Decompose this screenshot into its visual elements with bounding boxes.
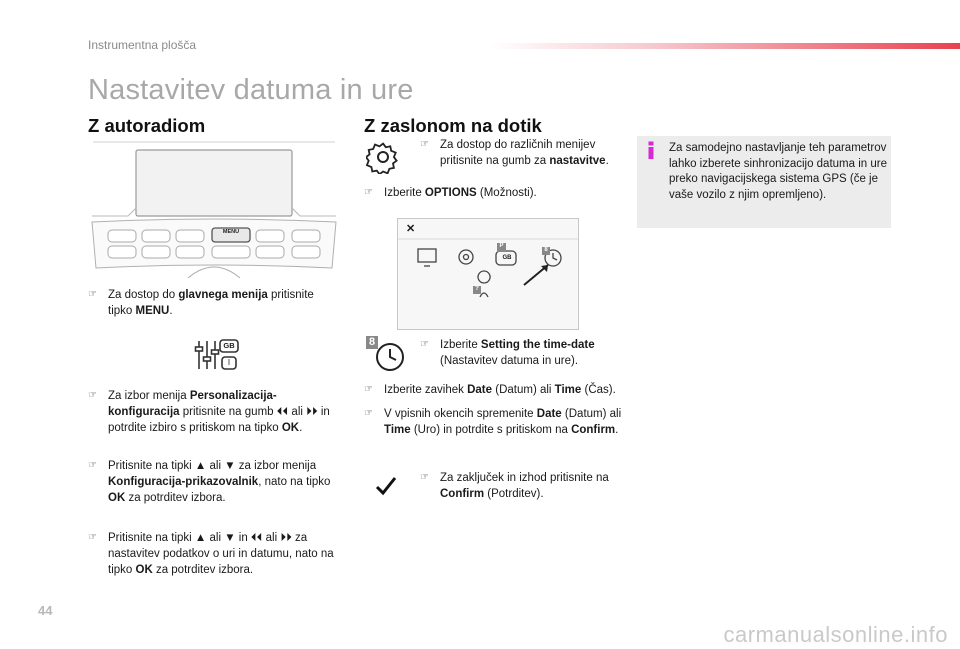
info-icon (642, 141, 660, 159)
gb-badge: GB (502, 255, 512, 261)
info-text: Za samodejno nastavljanje teh parametrov lahko izberete sinhronizacijo datuma in ure preko navigacijskega sistema GPS (če je vaše vozilo z njim opremljeno). (669, 142, 887, 201)
step-touch-1: ☞ Za dostop do različnih menijev pritisnite na gumb za nastavitve. (420, 139, 609, 167)
badge-question: ? (475, 286, 479, 292)
bullet-icon: ☞ (420, 472, 429, 483)
bullet-icon: ☞ (88, 460, 97, 471)
heading-touchscreen: Z zaslonom na dotik (364, 115, 542, 136)
bullet-icon: ☞ (364, 408, 373, 419)
watermark: carmanualsonline.info (723, 622, 948, 647)
bullet-icon: ☞ (364, 384, 373, 395)
step-touch-2: ☞ Izberite OPTIONS (Možnosti). (364, 187, 537, 199)
page-title: Nastavitev datuma in ure (88, 74, 414, 106)
radio-panel-illustration (88, 138, 340, 278)
page-number: 44 (38, 603, 53, 618)
header-accent-bar (490, 43, 960, 49)
bullet-icon: ☞ (88, 289, 97, 300)
time-date-setting-icon (366, 336, 406, 374)
bullet-icon: ☞ (88, 390, 97, 401)
step-touch-6: ☞ Za zaključek in izhod pritisnite na Confirm (Potrditev). (420, 472, 609, 500)
step-touch-3: ☞ Izberite Setting the time-date (Nastavitev datuma in ure). (420, 339, 595, 367)
badge-8: 8 (544, 247, 548, 253)
bullet-icon: ☞ (364, 187, 373, 198)
checkmark-icon (374, 474, 398, 498)
step-radio-2: ☞ Za izbor menija Personalizacija-konfiguracija pritisnite na gumb ⏴⏴ ali ⏵⏵ in potrdite izbiro s pritiskom na tipko OK. (88, 390, 330, 434)
bullet-icon: ☞ (420, 139, 429, 150)
step-radio-1: ☞ Za dostop do glavnega menija pritisnite tipko MENU. (88, 289, 314, 317)
badge-p: P (499, 243, 504, 249)
menu-sliders-icon (194, 338, 240, 372)
close-icon: ✕ (406, 223, 416, 235)
i-label: I (227, 358, 231, 367)
menu-button-label: MENU (222, 229, 240, 235)
section-label: Instrumentna plošča (88, 38, 197, 52)
bullet-icon: ☞ (420, 339, 429, 350)
step-radio-3: ☞ Pritisnite na tipki ▲ ali ▼ za izbor menija Konfiguracija-prikazovalnik, nato na tipko OK za potrditev izbora. (88, 460, 331, 504)
step-touch-5: ☞ V vpisnih okencih spremenite Date (Datum) ali Time (Uro) in potrdite s pritiskom na Confirm. (364, 408, 622, 436)
bullet-icon: ☞ (88, 532, 97, 543)
badge-8: 8 (366, 336, 378, 349)
step-radio-4: ☞ Pritisnite na tipki ▲ ali ▼ in ⏴⏴ ali ⏵⏵ za nastavitev podatkov o uri in datumu, nato na tipko OK za potrditev izbora. (88, 532, 334, 576)
options-screen-illustration (397, 218, 579, 330)
heading-radio: Z autoradiom (88, 115, 206, 136)
settings-gear-icon (366, 140, 400, 174)
step-touch-4: ☞ Izberite zavihek Date (Datum) ali Time (Čas). (364, 384, 616, 396)
gb-label: GB (223, 341, 235, 350)
